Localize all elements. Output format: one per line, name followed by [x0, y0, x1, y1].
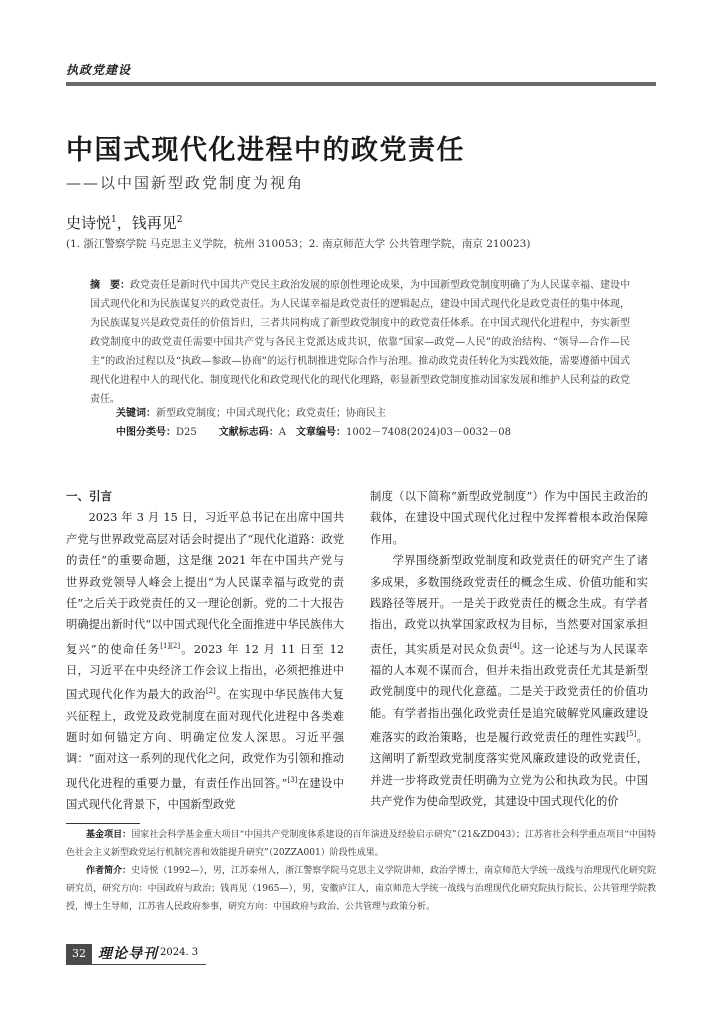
- author-bio-note: [66, 862, 656, 916]
- authors: [66, 212, 183, 233]
- citation: [3]: [287, 775, 298, 784]
- citation: [5]: [626, 730, 637, 739]
- article-no-value: 1002－7408(2024)03－0032－08: [345, 427, 512, 438]
- author-2: 钱再见: [131, 214, 177, 232]
- keywords: [116, 404, 636, 423]
- author-1-affil-mark: 1: [111, 215, 117, 225]
- paragraph: 制度（以下简称“新型政党制度”）作为中国民主政治的载体，在建设中国式现代化过程中发挥着根本政治保障作用。: [370, 490, 648, 546]
- affiliations: (1. 浙江警察学院 马克思主义学院，杭州 310053；2. 南京师范大学 公共管理学院，南京 210023): [66, 238, 531, 250]
- author-separator: ，: [116, 214, 132, 232]
- abstract-text: 政党责任是新时代中国共产党民主政治发展的原创性理论成果，为中国新型政党制度明确了为人民谋幸福、建设中国式现代化和为民族谋复兴的政党责任。为人民谋幸福是政党责任的逻辑起点，建设中国式现代化是政党责任的集中体现，为民族谋复兴是政党责任的价值旨归，三者共同构成了新型政党制度中的政党责任体系。在中国式现代化进程中，夯实新型政党制度中的政党责任需要中国共产党与各民主党派达成共识，依靠“国家—政党—人民”的政治结构、“领导—合作—民主”的政治过程以及“执政—参政—协商”的运行机制推进党际合作与治理。推动政党责任转化为实践效能，需要遵循中国式现代化进程中人的现代化、制度现代化和政党现代化的现代化理路，彰显新型政党制度推动国家发展和维护人民利益的政党责任。: [90, 280, 630, 405]
- author-2-affil-mark: 2: [176, 215, 183, 225]
- clc-value: D25: [176, 427, 197, 438]
- issue-label: 2024. 3: [160, 947, 199, 958]
- article-no-label: 文章编号：: [295, 427, 346, 438]
- bio-text: 史诗悦（1992—），男，江苏泰州人，浙江警察学院马克思主义学院讲师，政治学博士，南京师范大学统一战线与治理现代化研究院研究员，研究方向：中国政府与政治；钱再见（1965—），男，安徽庐江人，南京师范大学统一战线与治理现代化研究院执行院长、公共管理学院教授，博士生导师，江苏省人民政府参事，研究方向：中国政府与政治、公共管理与政策分析。: [66, 866, 656, 912]
- abstract-label: 摘 要：: [90, 280, 130, 291]
- funding-text: 国家社会科学基金重大项目“中国共产党制度体系建设的百年演进及经验启示研究”（21&ZD043）；江苏省社会科学重点项目“中国特色社会主义新型政党运行机制完善和效能提升研究”（20ZZA001）阶段性成果。: [66, 830, 656, 858]
- article-title: 中国式现代化进程中的政党责任: [66, 135, 465, 166]
- section-heading: 一、引言: [66, 489, 112, 503]
- bio-label: 作者简介：: [86, 866, 132, 876]
- body-column-left: [66, 486, 344, 815]
- body-column-right: [370, 486, 648, 813]
- doc-code-label: 文献标志码：: [218, 427, 279, 438]
- header-rule: [66, 82, 656, 86]
- paragraph: 学界围绕新型政党制度和政党责任的研究产生了诸多成果，多数围绕政党责任的概念生成、价值功能和实践路径等展开。一是关于政党责任的概念生成。有学者指出，政党以执掌国家政权为目标，当然要对国家承担责任，其实质是对民众负责[4]。这一论述与为人民谋幸福的人本观不谋而合，但并未指出政党责任尤其是新型政党制度中的现代化意蕴。二是关于政党责任的价值功能。有学者指出强化政党责任是追究破解党风廉政建设难落实的政治策略，也是履行政党责任的理性实践[5]。这阐明了新型政党制度落实党风廉政建设的政党责任，并进一步将政党责任明确为立党为公和执政为民。中国共产党作为使命型政党，其建设中国式现代化的价: [370, 554, 648, 809]
- citation: [2]: [205, 687, 216, 696]
- article-subtitle: ——以中国新型政党制度为视角: [66, 174, 305, 192]
- footer-rule: [66, 964, 206, 965]
- funding-label: 基金项目：: [86, 830, 132, 840]
- article-metadata: [116, 423, 511, 442]
- doc-code-value: A: [278, 427, 286, 438]
- funding-note: [66, 826, 656, 862]
- author-1: 史诗悦: [66, 214, 112, 232]
- keywords-text: 新型政党制度；中国式现代化；政党责任；协商民主: [156, 408, 386, 419]
- page-number: 32: [66, 944, 92, 964]
- keywords-label: 关键词：: [116, 408, 156, 419]
- abstract: [90, 276, 630, 409]
- citation: [4]: [509, 641, 520, 650]
- paragraph: 2023 年 3 月 15 日，习近平总书记在出席中国共产党与世界政党高层对话会时提出了“现代化道路：政党的责任”的重要命题，这是继 2021 年在中国共产党与世界政党领导人峰会上提出“为人民谋幸福与政党的责任”之后关于政党责任的又一理论创新。党的二十大报告明确提出新时代“以中国式现代化全面推进中华民族伟大复兴”的使命任务[1][2]。2023 年 12 月 11 日至 12 日，习近平在中央经济工作会议上指出，必须把推进中国式现代化作为最大的政治[2]。在实现中华民族伟大复兴征程上，政党及政党制度在面对现代化进程中各类难题时如何锚定方向、明确定位发人深思。习近平强调：“面对这一系列的现代化之问，政党作为引领和推动现代化进程的重要力量，有责任作出回答。”[3]在建设中国式现代化背景下，中国新型政党: [66, 511, 345, 811]
- footnote-rule: [66, 823, 140, 824]
- citation: [1][2]: [160, 641, 181, 650]
- column-tag: 执政党建设: [66, 63, 132, 77]
- journal-name: 理论导刊: [98, 946, 158, 962]
- clc-label: 中图分类号：: [116, 427, 176, 438]
